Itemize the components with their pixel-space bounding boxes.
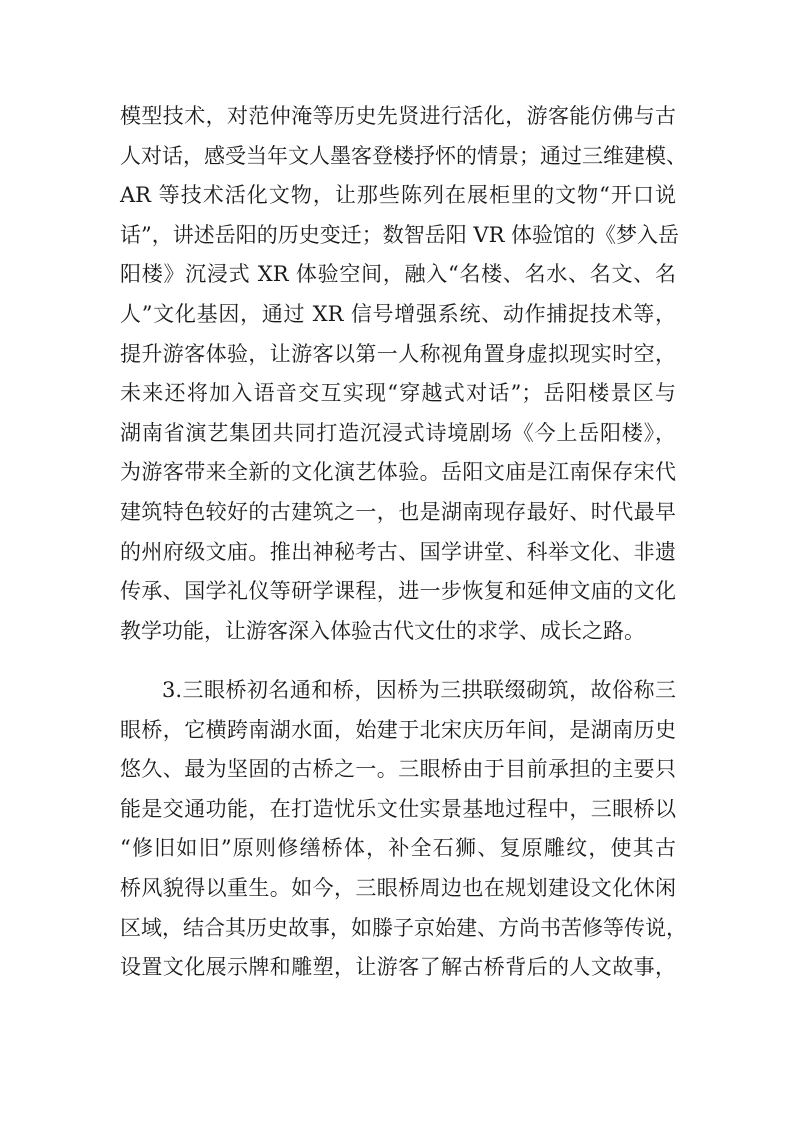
text-line: 悠久、最为坚固的古桥之一。三眼桥由于目前承担的主要只 — [120, 757, 676, 782]
text-line: 3.三眼桥初名通和桥，因桥为三拱联缀砌筑，故俗称三 — [162, 678, 676, 702]
text-line: 区域，结合其历史故事，如滕子京始建、方尚书苦修等传说， — [120, 915, 687, 940]
text-line: 桥风貌得以重生。如今，三眼桥周边也在规划建设文化休闲 — [120, 875, 676, 900]
text-line: 人”文化基因，通过 XR 信号增强系统、动作捕捉技术等， — [120, 301, 676, 326]
text-line: 眼桥，它横跨南湖水面，始建于北宋庆历年间，是湖南历史 — [120, 717, 676, 742]
text-line: 的州府级文庙。推出神秘考古、国学讲堂、科举文化、非遗 — [120, 539, 676, 564]
text-line: 教学功能，让游客深入体验古代文仕的求学、成长之路。 — [120, 618, 645, 643]
text-line: 能是交通功能，在打造忧乐文仕实景基地过程中，三眼桥以 — [120, 796, 676, 821]
text-line: 阳楼》沉浸式 XR 体验空间，融入“名楼、名水、名文、名 — [120, 262, 676, 287]
text-line: 人对话，感受当年文人墨客登楼抒怀的情景；通过三维建模、 — [120, 143, 687, 168]
text-line: 湖南省演艺集团共同打造沉浸式诗境剧场《今上岳阳楼》， — [120, 420, 676, 445]
paragraph-cultural-tech — [120, 97, 687, 651]
text-line: 为游客带来全新的文化演艺体验。岳阳文庙是江南保存宋代 — [120, 460, 676, 485]
text-line: 提升游客体验，让游客以第一人称视角置身虚拟现实时空， — [120, 341, 676, 366]
text-line: 未来还将加入语音交互实现“穿越式对话”；岳阳楼景区与 — [120, 381, 676, 406]
text-line: “修旧如旧”原则修缮桥体，补全石狮、复原雕纹，使其古 — [120, 836, 676, 861]
text-line: 话”，讲述岳阳的历史变迁；数智岳阳 VR 体验馆的《梦入岳 — [120, 222, 680, 247]
text-line: 建筑特色较好的古建筑之一，也是湖南现存最好、时代最早 — [120, 499, 676, 524]
text-line: 模型技术，对范仲淹等历史先贤进行活化，游客能仿佛与古 — [120, 104, 676, 128]
text-line: AR 等技术活化文物，让那些陈列在展柜里的文物“开口说 — [120, 183, 676, 208]
text-line: 传承、国学礼仪等研学课程，进一步恢复和延伸文庙的文化 — [120, 579, 676, 604]
text-line: 设置文化展示牌和雕塑，让游客了解古桥背后的人文故事， — [120, 955, 676, 980]
paragraph-three-eye-bridge — [120, 671, 687, 988]
